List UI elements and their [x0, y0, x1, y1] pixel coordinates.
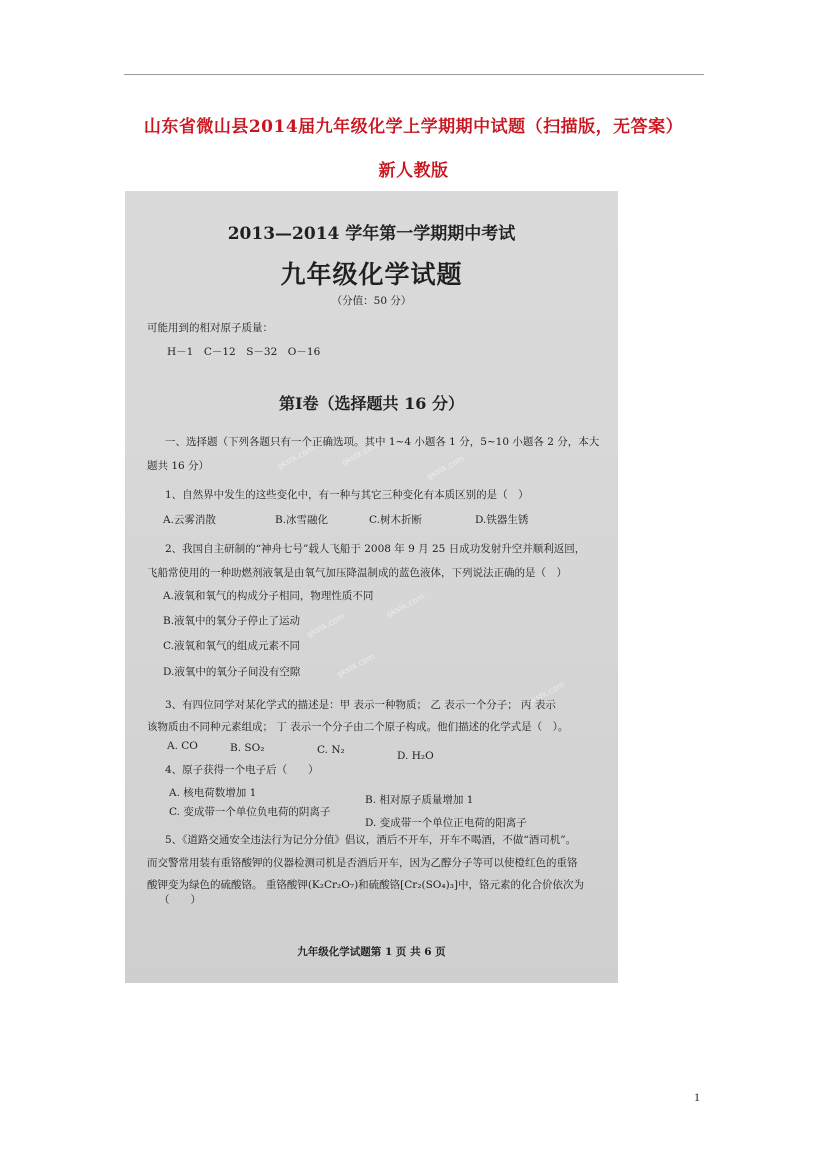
question-3-stem-1: 3、有四位同学对某化学式的描述是：甲 表示一种物质； 乙 表示一个分子； 丙 表示	[165, 699, 556, 711]
question-4-option-c: C. 变成带一个单位负电荷的阴离子	[169, 806, 331, 818]
watermark: gkstk.com	[425, 453, 466, 482]
question-3-option-d: D. H₂O	[397, 750, 434, 762]
question-2-stem-2: 飞船常使用的一种助燃剂液氧是由氧气加压降温制成的蓝色液体，下列说法正确的是（ ）	[147, 567, 567, 579]
question-4-option-d: D. 变成带一个单位正电荷的阳离子	[365, 817, 527, 829]
question-2-option-c: C.液氧和氧气的组成元素不同	[163, 640, 300, 652]
question-2-stem-1: 2、我国自主研制的“神舟七号”载人飞船于 2008 年 9 月 25 日成功发射升空并顺利返回，	[165, 543, 586, 555]
question-3-option-c: C. N₂	[317, 744, 345, 756]
question-5-stem-2: 而交警常用装有重铬酸钾的仪器检测司机是否酒后开车，因为乙醇分子等可以使橙红色的重铬	[147, 857, 578, 869]
question-1-option-b: B.冰雪融化	[275, 514, 329, 526]
atomic-masses: H－1 C－12 S－32 O－16	[167, 346, 321, 358]
question-1-option-a: A.云雾消散	[163, 514, 216, 526]
watermark: gkstk.com	[385, 591, 426, 620]
section-title: 第Ⅰ卷（选择题共 16 分）	[279, 394, 464, 413]
question-4-option-a: A. 核电荷数增加 1	[169, 787, 257, 799]
top-rule	[124, 74, 704, 75]
question-2-option-b: B.液氧中的氧分子停止了运动	[163, 615, 301, 627]
question-1-stem: 1、自然界中发生的这些变化中，有一种与其它三种变化有本质区别的是（ ）	[165, 489, 529, 501]
exam-title: 2013—2014 学年第一学期期中考试	[227, 224, 516, 244]
question-1-option-c: C.树木折断	[369, 514, 422, 526]
watermark: gkstk.com	[340, 439, 381, 468]
question-5-stem-1: 5、《道路交通安全违法行为记分分值》倡议，酒后不开车，开车不喝酒，不做“酒司机”。	[165, 834, 577, 846]
question-4-stem: 4、原子获得一个电子后（ ）	[165, 764, 319, 776]
paper-title: 九年级化学试题	[280, 260, 463, 289]
question-5-stem-3: 酸钾变为绿色的硫酸铬。 重铬酸钾(K₂Cr₂O₇)和硫酸铬[Cr₂(SO₄)₃]中，铬元素的化合价依次为	[147, 879, 585, 891]
question-4-option-b: B. 相对原子质量增加 1	[365, 794, 474, 806]
watermark: gkstk.com	[305, 611, 346, 640]
question-3-stem-2: 该物质由不同种元素组成； 丁 表示一个分子由二个原子构成。他们描述的化学式是（ ）。	[147, 721, 569, 733]
question-1-option-d: D.铁器生锈	[475, 514, 529, 526]
instruction-line-2: 题共 16 分）	[147, 460, 210, 472]
question-5-answer-blank: （ ）	[159, 894, 201, 906]
question-3-option-a: A. CO	[167, 740, 198, 752]
page-number: 1	[694, 1090, 700, 1104]
watermark: gkstk.com	[525, 679, 566, 708]
watermark: gkstk.com	[335, 651, 376, 680]
scanned-exam-image	[125, 191, 618, 983]
question-3-option-b: B. SO₂	[230, 742, 265, 754]
atomic-mass-label: 可能用到的相对原子质量：	[147, 322, 273, 334]
score-note: （分值：50 分）	[331, 295, 412, 307]
watermark: gkstk.com	[275, 443, 316, 472]
question-2-option-d: D.液氧中的氧分子间没有空隙	[163, 666, 301, 678]
document-title: 山东省微山县2014届九年级化学上学期期中试题（扫描版，无答案）	[143, 117, 684, 137]
instruction-line-1: 一、选择题（下列各题只有一个正确选项。其中 1~4 小题各 1 分，5~10 小题各 2 分，本大	[165, 436, 600, 448]
question-2-option-a: A.液氧和氧气的构成分子相同，物理性质不同	[163, 590, 374, 602]
document-subtitle: 新人教版	[378, 161, 449, 181]
scan-page-footer: 九年级化学试题第 1 页 共 6 页	[297, 946, 446, 958]
